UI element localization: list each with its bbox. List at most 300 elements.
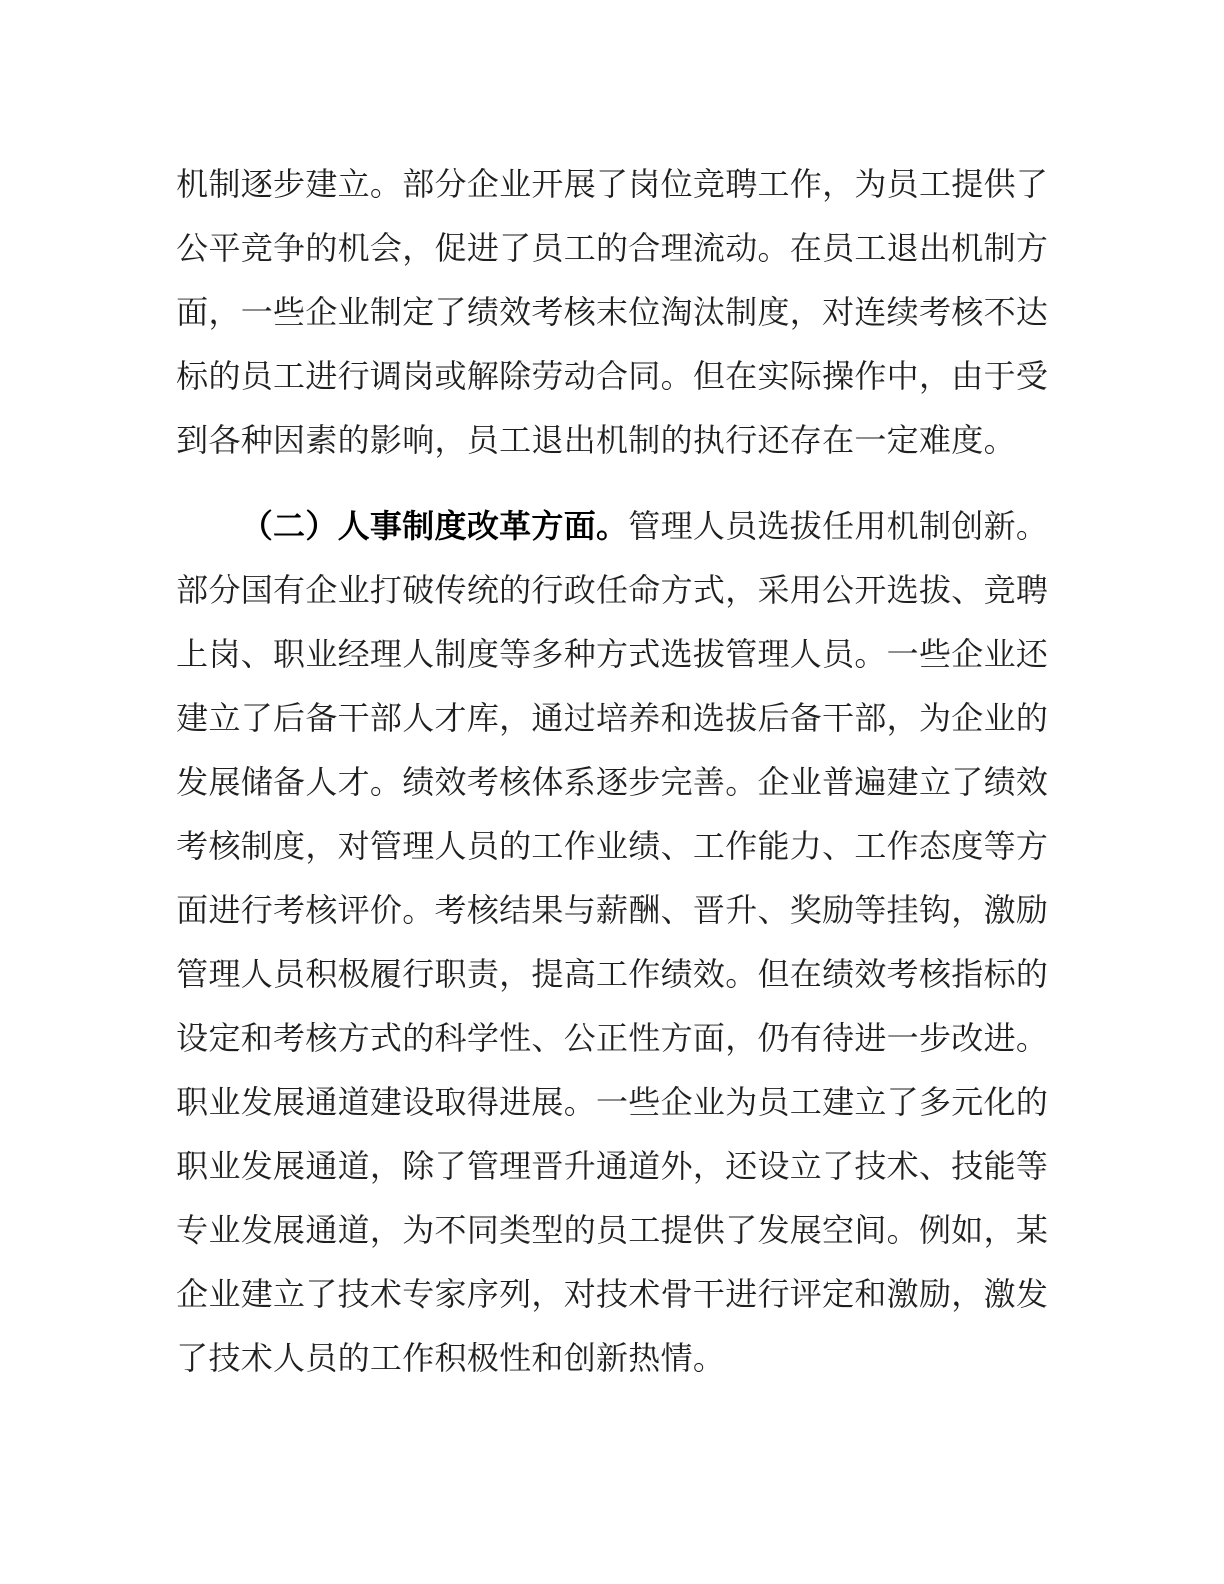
body-text-char: 通 xyxy=(596,1148,629,1184)
body-text-char: 对 xyxy=(563,1276,596,1312)
body-text-char: 化 xyxy=(983,1084,1016,1120)
body-text-char: 任 xyxy=(596,572,629,608)
body-text-char: 术 xyxy=(369,1276,402,1312)
body-text-char: 指 xyxy=(951,956,984,992)
body-text-char: 种 xyxy=(563,636,596,672)
body-text-char: ， xyxy=(951,1276,984,1312)
body-text-char: 立 xyxy=(208,700,241,736)
body-text-char: 了 xyxy=(951,764,984,800)
body-text-char: 评 xyxy=(789,1276,822,1312)
body-text-char: 选 xyxy=(660,636,693,672)
text-line xyxy=(176,1262,1048,1326)
body-text-char: 机 xyxy=(176,166,209,202)
body-text-char: 员 xyxy=(725,508,758,544)
body-text-char: 各 xyxy=(208,422,241,458)
body-text-char: 或 xyxy=(434,358,467,394)
body-text-char: 考 xyxy=(531,294,564,330)
body-text-char: 续 xyxy=(886,294,919,330)
body-text-char: 汰 xyxy=(692,294,725,330)
text-line xyxy=(176,1006,1048,1070)
body-text-char: 职 xyxy=(273,636,306,672)
body-text-char: 进 xyxy=(499,1084,532,1120)
body-text-char: 性 xyxy=(499,1340,532,1376)
body-text-char: 绩 xyxy=(822,956,855,992)
body-text-char: 绩 xyxy=(466,294,499,330)
body-text-char: 调 xyxy=(369,358,402,394)
body-text-char: 效 xyxy=(1015,764,1048,800)
body-text-char: 业 xyxy=(337,572,370,608)
body-text-char: 类 xyxy=(499,1212,532,1248)
body-text-char: 工 xyxy=(596,956,629,992)
section-heading-char: 革 xyxy=(499,508,532,544)
body-text-char: 态 xyxy=(918,828,951,864)
body-text-char: 同 xyxy=(466,1212,499,1248)
body-text-char: 。 xyxy=(725,764,758,800)
body-text-char: 进 xyxy=(305,358,338,394)
body-text-char: 行 xyxy=(757,1276,790,1312)
body-text-char: 解 xyxy=(466,358,499,394)
body-text-char: 如 xyxy=(951,1212,984,1248)
body-text-char: 选 xyxy=(692,700,725,736)
body-text-char: 分 xyxy=(434,166,467,202)
section-heading-char: 。 xyxy=(596,508,629,544)
text-line xyxy=(176,942,1048,1006)
body-text-char: 和 xyxy=(660,700,693,736)
body-text-char: 员 xyxy=(757,1084,790,1120)
body-text-char: 还 xyxy=(1015,636,1048,672)
body-text-char: 方 xyxy=(660,1020,693,1056)
body-text-char: 在 xyxy=(725,358,758,394)
body-text-char: 用 xyxy=(854,508,887,544)
body-text-char: 岗 xyxy=(402,358,435,394)
body-text-char: 展 xyxy=(273,1212,306,1248)
body-text-char: 理 xyxy=(757,636,790,672)
section-heading-char: 制 xyxy=(402,508,435,544)
body-text-char: 工 xyxy=(789,1084,822,1120)
body-text-char: 中 xyxy=(886,358,919,394)
body-text-char: 职 xyxy=(434,956,467,992)
section-heading-char: ） xyxy=(305,508,338,544)
body-text-char: 道 xyxy=(628,1148,661,1184)
body-text-char: 度 xyxy=(951,828,984,864)
body-text-char: 理 xyxy=(402,828,435,864)
body-text-char: 还 xyxy=(757,422,790,458)
body-text-char: 考 xyxy=(273,1020,306,1056)
body-text-char: 了 xyxy=(725,1212,758,1248)
body-text-char: 的 xyxy=(1015,700,1048,736)
body-text-char: 业 xyxy=(983,636,1016,672)
body-text-char: ， xyxy=(434,422,467,458)
body-text-char: 步 xyxy=(918,1020,951,1056)
body-text-char: 标 xyxy=(176,358,209,394)
body-text-char: 聘 xyxy=(725,166,758,202)
body-text-char: 出 xyxy=(918,230,951,266)
body-text-char: 竞 xyxy=(983,572,1016,608)
body-text-char: 不 xyxy=(983,294,1016,330)
body-text-char: 行 xyxy=(531,572,564,608)
body-text-char: 、 xyxy=(531,1020,564,1056)
body-text-char: 对 xyxy=(337,828,370,864)
body-text-char: 才 xyxy=(434,700,467,736)
text-line xyxy=(176,878,1048,942)
body-text-char: 奖 xyxy=(789,892,822,928)
body-text-char: 的 xyxy=(402,1020,435,1056)
body-text-char: 等 xyxy=(499,636,532,672)
body-text-char: 极 xyxy=(337,956,370,992)
body-text-char: 式 xyxy=(692,572,725,608)
section-heading-char: （ xyxy=(240,508,273,544)
body-text-char: 考 xyxy=(918,294,951,330)
body-text-char: 术 xyxy=(628,1276,661,1312)
body-text-char: 道 xyxy=(337,1148,370,1184)
body-text-char: 核 xyxy=(951,294,984,330)
body-text-char: 因 xyxy=(273,422,306,458)
body-text-char: ， xyxy=(305,828,338,864)
body-text-char: 能 xyxy=(983,1148,1016,1184)
section-heading-char: 事 xyxy=(369,508,402,544)
body-text-char: 员 xyxy=(273,956,306,992)
body-text-char: 合 xyxy=(596,358,629,394)
body-text-char: 为 xyxy=(402,1212,435,1248)
section-heading-char: 方 xyxy=(531,508,564,544)
body-text-char: 绩 xyxy=(402,764,435,800)
body-text-char: 部 xyxy=(402,166,435,202)
body-text-char: 面 xyxy=(176,294,209,330)
body-text-char: 评 xyxy=(337,892,370,928)
body-text-char: 人 xyxy=(402,636,435,672)
body-text-char: 积 xyxy=(434,1340,467,1376)
body-text-char: 道 xyxy=(337,1084,370,1120)
body-text-char: 会 xyxy=(369,230,402,266)
body-text-char: 升 xyxy=(725,892,758,928)
body-text-char: 采 xyxy=(757,572,790,608)
body-text-char: 制 xyxy=(240,828,273,864)
body-text-char: 通 xyxy=(305,1084,338,1120)
body-text-char: ， xyxy=(692,1148,725,1184)
body-text-char: 立 xyxy=(273,1276,306,1312)
body-text-char: 责 xyxy=(466,956,499,992)
body-text-char: 行 xyxy=(337,358,370,394)
body-text-char: 人 xyxy=(240,956,273,992)
body-text-char: 了 xyxy=(305,1276,338,1312)
section-heading-char: 人 xyxy=(337,508,370,544)
body-text-char: 些 xyxy=(918,636,951,672)
body-text-char: 存 xyxy=(789,422,822,458)
body-text-char: 待 xyxy=(822,1020,855,1056)
body-text-char: 的 xyxy=(337,1340,370,1376)
body-text-char: 。 xyxy=(1015,508,1048,544)
body-text-char: 酬 xyxy=(628,892,661,928)
body-text-char: 备 xyxy=(305,700,338,736)
body-text-char: 促 xyxy=(434,230,467,266)
body-text-char: 劳 xyxy=(531,358,564,394)
body-text-char: 业 xyxy=(208,1212,241,1248)
body-text-char: 退 xyxy=(886,230,919,266)
body-text-char: 挂 xyxy=(886,892,919,928)
body-text-char: 业 xyxy=(305,636,338,672)
body-text-char: 业 xyxy=(208,1084,241,1120)
body-text-char: 员 xyxy=(886,166,919,202)
text-line xyxy=(176,622,1048,686)
body-text-char: ， xyxy=(402,230,435,266)
text-line xyxy=(176,558,1048,622)
body-text-char: 等 xyxy=(854,892,887,928)
body-text-char: 职 xyxy=(176,1084,209,1120)
body-text-char: 为 xyxy=(854,166,887,202)
body-text-char: 培 xyxy=(596,700,629,736)
body-text-char: 设 xyxy=(176,1020,209,1056)
body-text-char: 员 xyxy=(531,230,564,266)
body-text-char: 热 xyxy=(628,1340,661,1376)
body-text-char: 员 xyxy=(305,1340,338,1376)
body-text-char: 多 xyxy=(531,636,564,672)
body-text-char: 供 xyxy=(983,166,1016,202)
body-text-char: 核 xyxy=(208,828,241,864)
body-text-char: 提 xyxy=(531,956,564,992)
body-text-char: 学 xyxy=(466,1020,499,1056)
body-text-char: 作 xyxy=(402,1340,435,1376)
body-text-char: 新 xyxy=(983,508,1016,544)
body-text-char: ， xyxy=(822,166,855,202)
body-text-char: 激 xyxy=(886,1276,919,1312)
body-text-char: 。 xyxy=(660,358,693,394)
body-text-char: 式 xyxy=(628,636,661,672)
body-text-char: ， xyxy=(369,1212,402,1248)
body-text-char: 建 xyxy=(240,1276,273,1312)
body-text-char: 果 xyxy=(531,892,564,928)
body-text-char: 积 xyxy=(305,956,338,992)
body-text-char: 的 xyxy=(660,422,693,458)
body-text-char: 工 xyxy=(499,422,532,458)
body-text-char: 企 xyxy=(466,166,499,202)
body-text-char: 效 xyxy=(499,294,532,330)
body-text-char: 行 xyxy=(240,892,273,928)
body-text-char: 核 xyxy=(466,892,499,928)
body-text-char: 些 xyxy=(628,1084,661,1120)
body-text-char: 机 xyxy=(886,508,919,544)
body-text-char: 、 xyxy=(918,1148,951,1184)
body-text-char: 家 xyxy=(434,1276,467,1312)
body-text-char: 除 xyxy=(499,358,532,394)
body-text-char: 新 xyxy=(596,1340,629,1376)
body-text-char: 进 xyxy=(466,230,499,266)
body-text-char: 动 xyxy=(563,358,596,394)
body-text-char: 核 xyxy=(918,956,951,992)
body-text-char: 公 xyxy=(176,230,209,266)
body-text-char: 空 xyxy=(822,1212,855,1248)
body-text-char: 工 xyxy=(563,230,596,266)
body-text-char: 设 xyxy=(402,1084,435,1120)
body-text-char: ， xyxy=(951,892,984,928)
body-text-char: 制 xyxy=(983,230,1016,266)
body-text-char: 任 xyxy=(822,508,855,544)
body-text-char: 建 xyxy=(305,166,338,202)
text-line xyxy=(176,814,1048,878)
body-text-char: 了 xyxy=(176,1340,209,1376)
body-text-char: 薪 xyxy=(596,892,629,928)
body-text-char: 聘 xyxy=(1015,572,1048,608)
body-text-char: 员 xyxy=(466,828,499,864)
body-text-char: 素 xyxy=(305,422,338,458)
body-text-char: 平 xyxy=(208,230,241,266)
body-text-char: 政 xyxy=(563,572,596,608)
body-text-char: 合 xyxy=(628,230,661,266)
body-text-char: 人 xyxy=(273,1340,306,1376)
body-text-char: 了 xyxy=(434,294,467,330)
body-text-char: 的 xyxy=(596,230,629,266)
body-text-char: 了 xyxy=(886,1084,919,1120)
body-text-char: 员 xyxy=(596,1212,629,1248)
body-text-char: 业 xyxy=(692,1084,725,1120)
body-text-char: 竞 xyxy=(240,230,273,266)
body-text-char: 操 xyxy=(822,358,855,394)
body-text-char: 退 xyxy=(531,422,564,458)
body-text-char: 仍 xyxy=(757,1020,790,1056)
body-text-char: 后 xyxy=(757,700,790,736)
body-text-char: 、 xyxy=(240,636,273,672)
body-text-char: 元 xyxy=(951,1084,984,1120)
body-text-char: 升 xyxy=(563,1148,596,1184)
body-text-char: 定 xyxy=(208,1020,241,1056)
body-text-char: 企 xyxy=(305,572,338,608)
body-text-char: 完 xyxy=(660,764,693,800)
body-text-char: 人 xyxy=(692,508,725,544)
text-line xyxy=(176,216,1048,280)
body-text-char: 难 xyxy=(918,422,951,458)
body-text-char: 供 xyxy=(692,1212,725,1248)
body-text-char: 在 xyxy=(789,230,822,266)
body-text-char: 才 xyxy=(337,764,370,800)
body-text-char: 术 xyxy=(240,1340,273,1376)
body-text-char: 普 xyxy=(822,764,855,800)
body-text-char: 。 xyxy=(854,636,887,672)
body-text-char: 得 xyxy=(466,1084,499,1120)
body-text-char: 理 xyxy=(499,1148,532,1184)
body-text-char: ， xyxy=(208,294,241,330)
body-text-char: 养 xyxy=(628,700,661,736)
body-text-char: 过 xyxy=(563,700,596,736)
body-text-char: 专 xyxy=(176,1212,209,1248)
body-text-char: 破 xyxy=(402,572,435,608)
body-text-char: 位 xyxy=(660,166,693,202)
body-text-char: 不 xyxy=(434,1212,467,1248)
body-text-char: 响 xyxy=(402,422,435,458)
body-text-char: 通 xyxy=(531,700,564,736)
body-text-char: 。 xyxy=(563,1084,596,1120)
body-text-char: 绩 xyxy=(983,764,1016,800)
body-text-char: 列 xyxy=(499,1276,532,1312)
body-text-char: 绩 xyxy=(660,956,693,992)
body-text-char: 岗 xyxy=(208,636,241,672)
body-text-char: 展 xyxy=(208,764,241,800)
body-text-char: 制 xyxy=(628,422,661,458)
body-text-char: 遍 xyxy=(854,764,887,800)
body-text-char: 员 xyxy=(822,636,855,672)
body-text-char: 制 xyxy=(918,508,951,544)
body-text-char: 通 xyxy=(305,1148,338,1184)
body-text-char: 实 xyxy=(757,358,790,394)
body-text-char: 建 xyxy=(369,1084,402,1120)
body-text-char: 业 xyxy=(596,828,629,864)
text-line xyxy=(176,750,1048,814)
body-text-char: 理 xyxy=(660,508,693,544)
body-text-char: 改 xyxy=(951,1020,984,1056)
body-text-char: 机 xyxy=(596,422,629,458)
body-text-char: 、 xyxy=(757,892,790,928)
body-text-char: 行 xyxy=(725,422,758,458)
body-text-char: 创 xyxy=(951,508,984,544)
body-text-char: 建 xyxy=(176,700,209,736)
body-text-char: 工 xyxy=(918,166,951,202)
body-text-char: 有 xyxy=(789,1020,822,1056)
body-text-char: 于 xyxy=(983,358,1016,394)
body-text-char: 工 xyxy=(854,828,887,864)
body-text-char: 作 xyxy=(789,166,822,202)
body-text-char: 价 xyxy=(369,892,402,928)
body-text-char: 励 xyxy=(822,892,855,928)
body-text-char: 制 xyxy=(369,294,402,330)
body-text-char: 达 xyxy=(1015,294,1048,330)
body-text-char: ， xyxy=(499,700,532,736)
body-text-char: 发 xyxy=(1015,1276,1048,1312)
body-text-char: 晋 xyxy=(692,892,725,928)
body-text-char: 公 xyxy=(822,572,855,608)
body-text-char: 为 xyxy=(918,700,951,736)
text-line xyxy=(176,686,1048,750)
section-heading-char: 度 xyxy=(434,508,467,544)
body-text-char: 核 xyxy=(563,294,596,330)
body-text-char: 考 xyxy=(273,892,306,928)
body-text-char: 了 xyxy=(822,1148,855,1184)
body-text-char: 正 xyxy=(596,1020,629,1056)
body-text-char: 度 xyxy=(273,828,306,864)
body-text-char: 式 xyxy=(369,1020,402,1056)
body-text-char: 执 xyxy=(692,422,725,458)
body-text-char: 性 xyxy=(628,1020,661,1056)
body-text-char: 考 xyxy=(886,956,919,992)
body-text-char: 企 xyxy=(176,1276,209,1312)
body-text-char: 多 xyxy=(918,1084,951,1120)
body-text-char: 的 xyxy=(563,1212,596,1248)
body-text-char: 统 xyxy=(466,572,499,608)
body-text-char: 性 xyxy=(499,1020,532,1056)
body-text-char: 在 xyxy=(822,422,855,458)
body-text-char: 序 xyxy=(466,1276,499,1312)
body-text-char: 科 xyxy=(434,1020,467,1056)
body-text-char: 的 xyxy=(305,230,338,266)
body-text-char: 淘 xyxy=(660,294,693,330)
body-text-char: 影 xyxy=(369,422,402,458)
body-text-char: 企 xyxy=(951,700,984,736)
body-text-char: 进 xyxy=(854,1020,887,1056)
body-text-char: 励 xyxy=(1015,892,1048,928)
body-text-char: 定 xyxy=(886,422,919,458)
text-line xyxy=(176,152,1048,216)
body-text-char: 立 xyxy=(854,1084,887,1120)
body-text-char: 方 xyxy=(1015,230,1048,266)
body-text-char: 业 xyxy=(208,1276,241,1312)
body-text-char: 部 xyxy=(176,572,209,608)
body-text-char: 展 xyxy=(531,1084,564,1120)
body-text-char: 员 xyxy=(240,358,273,394)
body-text-char: 企 xyxy=(951,636,984,672)
text-line xyxy=(176,1198,1048,1262)
body-text-char: 到 xyxy=(176,422,209,458)
body-text-char: 创 xyxy=(563,1340,596,1376)
body-text-char: 度 xyxy=(951,422,984,458)
body-text-char: 情 xyxy=(660,1340,693,1376)
body-text-char: 拔 xyxy=(918,572,951,608)
